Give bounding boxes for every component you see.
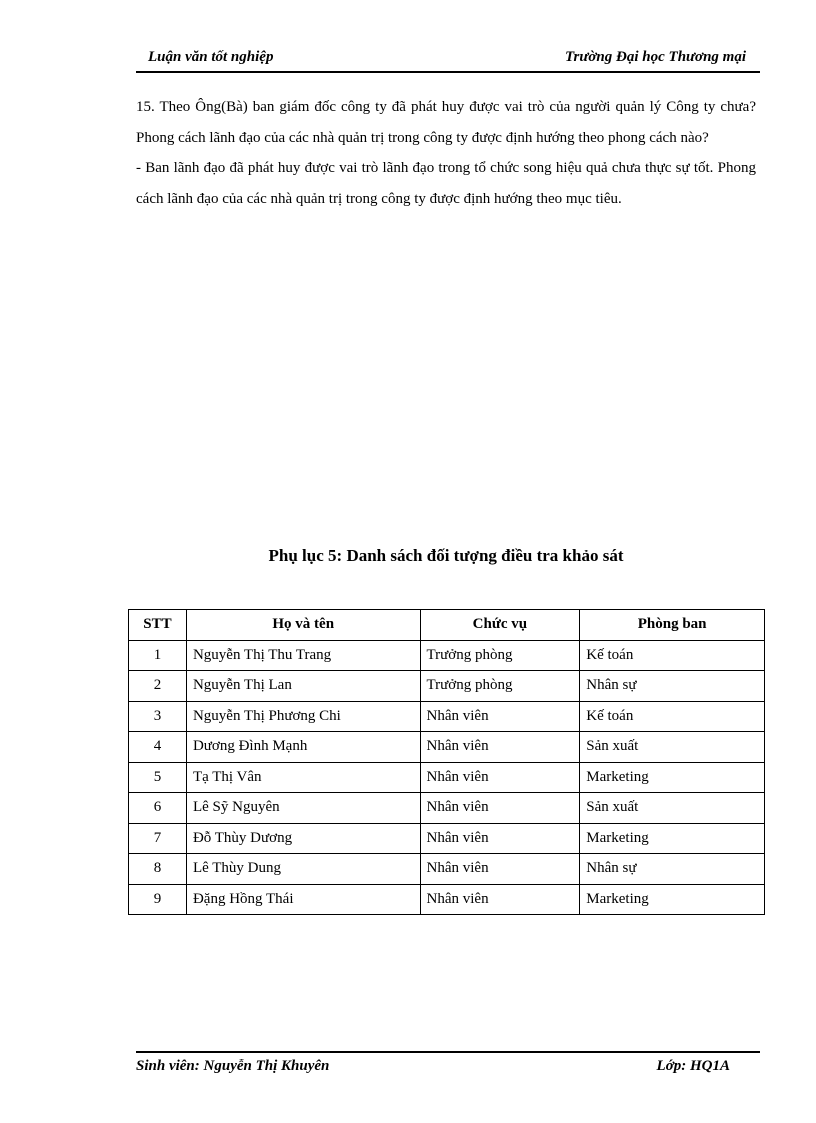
survey-question: 15. Theo Ông(Bà) ban giám đốc công ty đã phát huy được vai trò của người quản lý Công ty chưa?Phong cách lãnh đạo của các nhà quản trị trong công ty được định hướng theo phong cách nào? [136,99,756,146]
cell-stt: 6 [129,793,187,824]
cell-position: Nhân viên [420,762,580,793]
cell-department: Marketing [580,823,765,854]
cell-name: Nguyễn Thị Phương Chi [186,701,420,732]
cell-stt: 5 [129,762,187,793]
cell-stt: 3 [129,701,187,732]
table-header-row [129,610,765,641]
cell-name: Lê Sỹ Nguyên [186,793,420,824]
cell-position: Nhân viên [420,823,580,854]
cell-name: Lê Thùy Dung [186,854,420,885]
column-header-name: Họ và tên [186,610,420,641]
footer-class: Lớp: HQ1A [656,1058,730,1074]
survey-answer: - Ban lãnh đạo đã phát huy được vai trò lãnh đạo trong tổ chức song hiệu quả chưa thực sự tốt. Phong cách lãnh đạo của các nhà quản trị trong công ty được định hướng theo mục tiêu. [136,160,756,207]
cell-name: Tạ Thị Vân [186,762,420,793]
cell-position: Trưởng phòng [420,671,580,702]
table-row [129,701,765,732]
survey-table [128,609,765,915]
cell-stt: 7 [129,823,187,854]
cell-position: Nhân viên [420,884,580,915]
cell-stt: 8 [129,854,187,885]
appendix-title: Phụ lục 5: Danh sách đối tượng điều tra khảo sát [268,546,624,565]
column-header-department: Phòng ban [580,610,765,641]
table-row [129,671,765,702]
cell-department: Nhân sự [580,671,765,702]
cell-department: Kế toán [580,640,765,671]
cell-department: Kế toán [580,701,765,732]
column-header-position: Chức vụ [420,610,580,641]
cell-position: Nhân viên [420,701,580,732]
cell-name: Đặng Hồng Thái [186,884,420,915]
table-row [129,854,765,885]
page-header [136,47,760,73]
table-row [129,762,765,793]
cell-stt: 9 [129,884,187,915]
cell-name: Nguyễn Thị Lan [186,671,420,702]
cell-position: Nhân viên [420,732,580,763]
cell-stt: 4 [129,732,187,763]
cell-department: Nhân sự [580,854,765,885]
cell-department: Sản xuất [580,732,765,763]
header-university: Trường Đại học Thương mại [564,49,746,65]
cell-department: Marketing [580,884,765,915]
table-row [129,732,765,763]
cell-name: Dương Đình Mạnh [186,732,420,763]
footer-student: Sinh viên: Nguyễn Thị Khuyên [136,1058,330,1074]
header-thesis-title: Luận văn tốt nghiệp [148,49,274,65]
page-footer [136,1051,760,1079]
cell-department: Marketing [580,762,765,793]
cell-stt: 1 [129,640,187,671]
table-row [129,884,765,915]
cell-stt: 2 [129,671,187,702]
cell-position: Nhân viên [420,854,580,885]
table-row [129,823,765,854]
table-row [129,640,765,671]
cell-position: Nhân viên [420,793,580,824]
cell-name: Nguyễn Thị Thu Trang [186,640,420,671]
cell-department: Sản xuất [580,793,765,824]
body-text [136,92,756,214]
cell-position: Trưởng phòng [420,640,580,671]
cell-name: Đỗ Thùy Dương [186,823,420,854]
table-row [129,793,765,824]
column-header-stt: STT [129,610,187,641]
